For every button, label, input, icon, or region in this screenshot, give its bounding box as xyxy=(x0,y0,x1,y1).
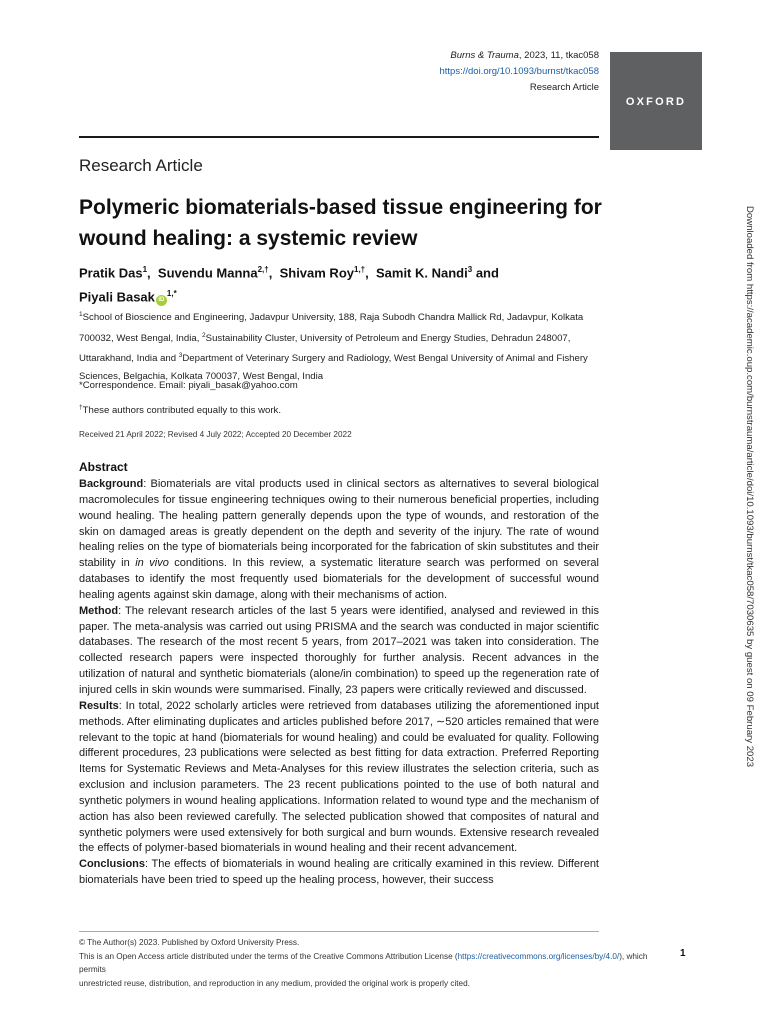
license-line-2: unrestricted reuse, distribution, and reproduction in any medium, provided the original work is properly cited. xyxy=(79,978,470,988)
abstract-conclusions: Conclusions: The effects of biomaterials in wound healing are critically examined in this review. Different biomaterials have been tried to speed up the healing process, however, their success xyxy=(79,858,599,887)
abstract-heading: Abstract xyxy=(79,460,128,474)
author-sup: 3 xyxy=(467,265,473,274)
abstract-background: Background: Biomaterials are vital products used in clinical sectors as alternatives to several biological macromolecules for tissue engineering techniques owing to their numerous beneficial properties, including wound healing. The healing pattern generally depends upon the type of wounds, and restoration of the skin on damaged areas is greatly dependent on the depth and severity of the injury. The rate of wound healing relies on the type of biomaterials being incorporated for the fabrication of skin substitutes and their stability in in vivo conditions. In this review, a systematic literature search was performed on several databases to identify the most frequently used biomaterials for the development of successful wound healing agents against skin damage, along with their mechanisms of action. xyxy=(79,478,599,601)
author-sup: 2,† xyxy=(257,265,269,274)
section-label: Research Article xyxy=(79,156,203,175)
affiliation-1: School of Bioscience and Engineering, Jadavpur University, 188, Raja Subodh Chandra Mallick Rd, Jadavpur, Kolkata 700032, West Bengal, India, xyxy=(79,312,584,344)
doi-link[interactable]: https://doi.org/10.1093/burnst/tkac058 xyxy=(439,66,599,77)
author-name: Samit K. Nandi xyxy=(375,265,468,281)
abstract-results: Results: In total, 2022 scholarly articles were retrieved from databases utilizing the aforementioned input methods. After eliminating duplicates and articles published before 2017, ∼520 articles remained that were relevant to the topic at hand (biomaterials for wound healing) and could be evaluated for quality. Following different procedures, 23 publications were selected as best fitting for data extraction. Preferred Reporting Items for Systematic Reviews and Meta-Analyses for this review illustrates the selection criteria, such as exclusion and inclusion parameters. The 23 recent publications pointed to the use of both natural and synthetic polymers in wound healing applications. Information related to wound type and the mechanism of action has also been reviewed carefully. The selected publication showed that composites of natural and synthetic polymers were used extensively for both surgical and burn wounds. Extensive research revealed the effects of polymer-based biomaterials in wound healing and their recent advancement. xyxy=(79,699,599,855)
article-title: Polymeric biomaterials-based tissue engineering for wound healing: a systemic review xyxy=(79,196,602,250)
author-sup: 1,* xyxy=(166,289,177,299)
header-rule xyxy=(79,136,599,138)
footer-rule xyxy=(79,931,599,932)
author-list: Pratik Das$^1$, Suvendu Manna$^{2,\dagger}$, Shivam Roy$^{1,\dagger}$, Samit K. Nandi$^3$ and Piyali Basak $iD^{1,*}$ xyxy=(79,265,499,305)
author-sup: 1 xyxy=(142,265,148,274)
copyright-line: © The Author(s) 2023. Published by Oxford University Press. xyxy=(79,938,300,947)
license-line: This is an Open Access article distributed under the terms of the Creative Commons Attribution License (https://creativecommons.org/licenses/by/4.0/), which permits xyxy=(79,951,648,974)
orcid-icon[interactable]: iD xyxy=(156,295,167,306)
oxford-logo-text: OXFORD xyxy=(625,96,687,108)
author-name: Pratik Das xyxy=(79,265,143,281)
oxford-logo xyxy=(610,52,702,150)
footer xyxy=(79,936,669,990)
abstract-method: Method: The relevant research articles of the last 5 years were identified, analysed and reviewed in this paper. The meta-analysis was carried out using PRISMA and the search was conducted in major scientific databases. The research of the most recent 5 years, from 2017–2021 was taken into consideration. The collected research papers were inspected thoroughly for further analysis. Recent advances in the utilization of natural and synthetic biomaterials (alone/in combination) to speed up the regeneration rate of injured cells in skin wounds were summarised. Finally, 23 papers were critically reviewed and discussed. xyxy=(79,604,599,696)
journal-citation: Burns & Trauma, 2023, 11, tkac058 xyxy=(450,50,599,61)
license-link[interactable]: https://creativecommons.org/licenses/by/4.0/ xyxy=(457,951,620,961)
journal-header xyxy=(440,48,600,96)
header-article-type: Research Article xyxy=(529,82,599,93)
download-note: Downloaded from https://academic.oup.com/burnstrauma/article/doi/10.1093/burnst/tkac058/7030635 by guest on 09 February 2023 xyxy=(744,206,755,768)
affiliation-3: Department of Veterinary Surgery and Radiology, West Bengal University of Animal and Fishery Sciences, Belgachia, Kolkata 700037, West Bengal, India xyxy=(79,353,588,382)
author-sup: 1,† xyxy=(354,265,366,274)
affiliation-2: Sustainability Cluster, University of Petroleum and Energy Studies, Dehradun 248007, Uttarakhand, India and xyxy=(79,332,571,365)
page-number: 1 xyxy=(680,948,686,959)
affiliations: $^1$School of Bioscience and Engineering, Jadavpur University, 188, Raja Subodh Chandra Mallick Rd, Jadavpur, Kolkata 700032, West Bengal, India, $^2$Sustainability Cluster, University of Petroleum and Energy Studies, Dehradun 248007, Uttarakhand, India and $^3$Department of Veterinary Surgery and Radiology, West Bengal University of Animal and Fishery Sciences, Belgachia, Kolkata 700037, West Bengal, India xyxy=(79,311,588,382)
author-name: Suvendu Manna xyxy=(157,265,258,281)
abstract-body xyxy=(79,477,599,889)
received-dates: Received 21 April 2022; Revised 4 July 2022; Accepted 20 December 2022 xyxy=(79,430,352,439)
author-name: Shivam Roy xyxy=(279,265,354,281)
correspondence: *Correspondence. Email: piyali_basak@yahoo.com xyxy=(79,380,298,391)
equal-contribution-note: †These authors contributed equally to this work. xyxy=(79,404,282,417)
author-name: Piyali Basak xyxy=(79,289,155,305)
journal-name: Burns & Trauma xyxy=(450,50,519,61)
